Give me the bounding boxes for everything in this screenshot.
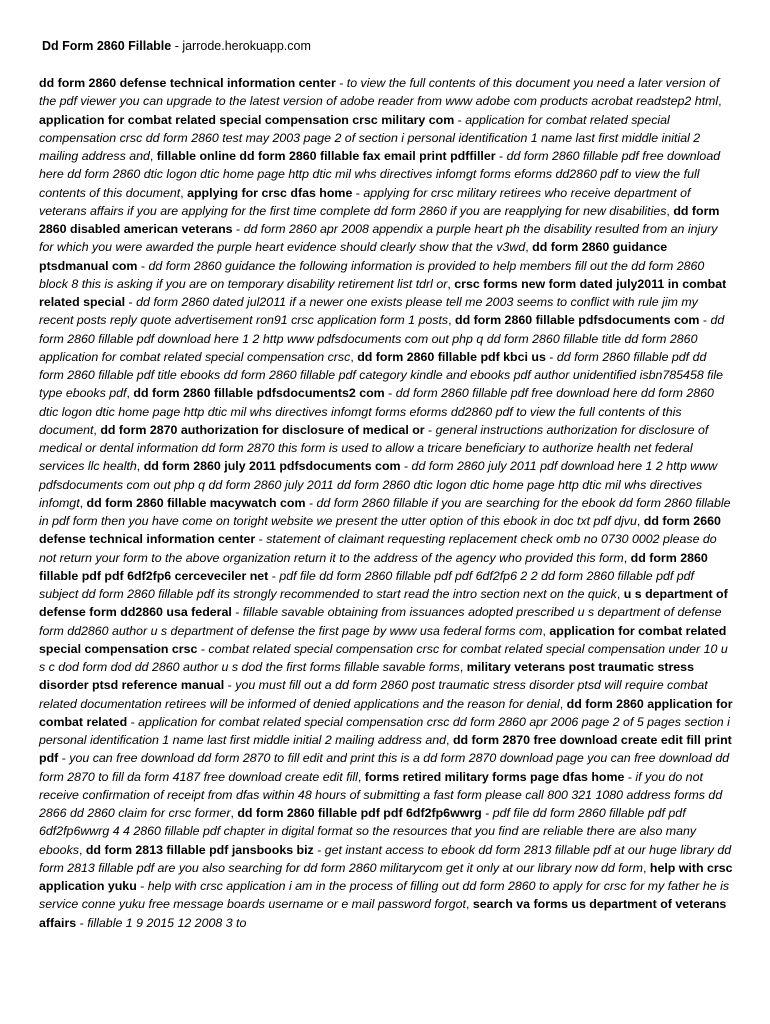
result-snippet: if you do not receive confirmation of receipt from dfas within 48 hours of submitting a fast form please call 800 321 1080 address forms dd 2866 dd 2860 claim for crsc former bbox=[39, 769, 723, 820]
result-entry: applying for crsc dfas home - applying for crsc military retirees who receive department of veterans affairs if you are applying for the first time complete dd form 2860 if you are reapplying for new disabilities, bbox=[39, 185, 691, 218]
result-title: dd form 2860 fillable pdfsdocuments com bbox=[455, 313, 700, 328]
result-entry: dd form 2860 guidance ptsdmanual com - dd form 2860 guidance the following information is provided to help members fill out the dd form 2860 block 8 this is asking if you are on temporary disability retirement list tdrl or, bbox=[39, 240, 705, 291]
result-title: application for combat related special compensation crsc military com bbox=[39, 112, 455, 127]
result-entry: dd form 2860 application for combat related - application for combat related special compensation crsc dd form 2860 apr 2006 page 2 of 5 pages section i personal identification 1 name last first middle initial 2 mailing address and, bbox=[39, 696, 733, 747]
result-title: dd form 2860 july 2011 pdfsdocuments com bbox=[143, 459, 401, 474]
result-title: dd form 2870 free download create edit fill print pdf bbox=[39, 733, 732, 766]
result-snippet: dd form 2860 fillable pdf download here 1 2 http www pdfsdocuments com out php q dd form 2860 fillable title dd form 2860 application for combat related special compensation crsc bbox=[39, 313, 725, 364]
header-separator: - bbox=[171, 39, 183, 53]
result-entry: fillable online dd form 2860 fillable fax email print pdffiller - dd form 2860 fillable pdf free download here dd form 2860 dtic logon dtic home page http dtic mil whs directives infomgt forms eforms dd2860 pdf to view the full contents of this document, bbox=[39, 149, 721, 200]
result-entry: forms retired military forms page dfas home - if you do not receive confirmation of receipt from dfas within 48 hours of submitting a fast form please call 800 321 1080 address forms dd 2866 dd 2860 claim for crsc former, bbox=[39, 769, 723, 820]
result-title: dd form 2860 fillable macywatch com bbox=[86, 495, 306, 510]
result-snippet: fillable 1 9 2015 12 2008 3 to bbox=[87, 915, 247, 930]
result-title: dd form 2860 disabled american veterans bbox=[39, 203, 720, 236]
result-entry: dd form 2860 defense technical information center - to view the full contents of this document you need a later version of the pdf viewer you can upgrade to the latest version of adobe reader from www adobe com products acrobat readstep2 html, bbox=[39, 76, 722, 109]
result-snippet: application for combat related special compensation crsc dd form 2860 test may 2003 page 2 of section i personal identification 1 name last first middle initial 2 mailing address and bbox=[39, 112, 701, 163]
result-snippet: application for combat related special compensation crsc dd form 2860 apr 2006 page 2 of 5 pages section i personal identification 1 name last first middle initial 2 mailing address and bbox=[39, 714, 730, 747]
result-title: u s department of defense form dd2860 usa federal bbox=[39, 587, 728, 620]
result-snippet: general instructions authorization for disclosure of medical or dental information dd form 2870 this form is used to allow a tricare beneficiary to authorize health net federal services llc health bbox=[39, 422, 709, 474]
result-title: dd form 2660 defense technical information center bbox=[39, 514, 721, 547]
result-entry: crsc forms new form dated july2011 in combat related special - dd form 2860 dated jul2011 if a newer one exists please tell me 2003 seems to conflict with rule jim my recent posts reply quote advertisement ron91 crsc application form 1 posts, bbox=[39, 276, 727, 328]
result-snippet: to view the full contents of this document you need a later version of the pdf viewer you can upgrade to the latest version of adobe reader from www adobe com products acrobat readstep2 html bbox=[39, 76, 720, 109]
result-title: dd form 2860 fillable pdfsdocuments2 com bbox=[133, 386, 385, 401]
result-title: dd form 2860 guidance ptsdmanual com bbox=[39, 240, 668, 273]
result-snippet: dd form 2860 fillable pdf dd form 2860 fillable pdf title ebooks dd form 2860 fillable pdf category kindle and ebooks pdf author unidentified isbn785458 file type ebooks pdf bbox=[39, 349, 724, 401]
result-title: application for combat related special compensation crsc bbox=[39, 623, 727, 656]
result-snippet: dd form 2860 fillable if you are searching for the ebook dd form 2860 fillable in pdf form then you have come on toright website we present the utter option of this ebook in doc txt pdf djvu bbox=[39, 495, 731, 528]
page-header bbox=[42, 39, 311, 53]
result-entry: military veterans post traumatic stress disorder ptsd reference manual - you must fill out a dd form 2860 post traumatic stress disorder ptsd will require combat related documentation retirees will be informed of denied applications and the reason for denial, bbox=[39, 660, 708, 711]
result-snippet: dd form 2860 guidance the following information is provided to help members fill out the dd form 2860 block 8 this is asking if you are on temporary disability retirement list tdrl or bbox=[39, 258, 705, 291]
result-title: dd form 2860 fillable pdf kbci us bbox=[357, 349, 546, 364]
result-entry: dd form 2860 disabled american veterans - dd form 2860 apr 2008 appendix a purple heart ph the disability resulted from an injury for which you were awarded the purple heart evidence should clearly show that the v3wd, bbox=[39, 203, 720, 255]
result-entry: dd form 2813 fillable pdf jansbooks biz - get instant access to ebook dd form 2813 fillable pdf at our huge library dd form 2813 fillable pdf are you also searching for dd form 2860 militarycom get it only at our library now dd form, bbox=[39, 842, 732, 875]
result-entry: dd form 2660 defense technical information center - statement of claimant requesting replacement check omb no 0730 0002 please do not return your form to the above organization return it to the address of the agency who provided this form, bbox=[39, 514, 721, 565]
result-title: dd form 2860 fillable pdf pdf 6df2fp6 cerceveciler net bbox=[39, 550, 708, 583]
result-entry: help with crsc application yuku - help with crsc application i am in the process of filling out dd form 2860 to apply for crsc for my father he is service conne yuku free message boards username or e mail password forgot, bbox=[39, 860, 733, 912]
result-snippet: you must fill out a dd form 2860 post traumatic stress disorder ptsd will require combat related documentation retirees will be informed of denied applications and the reason for denial bbox=[39, 678, 708, 711]
result-snippet: pdf file dd form 2860 fillable pdf pdf 6df2fp6wwrg 4 4 2860 fillable pdf chapter in digital format so the resources that you find are reliable there are also many ebooks bbox=[39, 806, 697, 857]
result-snippet: dd form 2860 july 2011 pdf download here 1 2 http www pdfsdocuments com out php q dd form 2860 july 2011 dd form 2860 dtic logon dtic home page http dtic mil whs directives infomgt bbox=[39, 459, 718, 510]
result-snippet: statement of claimant requesting replacement check omb no 0730 0002 please do not return your form to the above organization return it to the address of the agency who provided this form bbox=[39, 532, 717, 565]
result-snippet: dd form 2860 fillable pdf free download here dd form 2860 dtic logon dtic home page http dtic mil whs directives infomgt forms eforms dd2860 pdf to view the full contents of this document bbox=[39, 149, 721, 200]
result-title: fillable online dd form 2860 fillable fax email print pdffiller bbox=[156, 149, 496, 163]
search-results-paragraph bbox=[39, 74, 733, 932]
result-entry: application for combat related special compensation crsc military com - application for combat related special compensation crsc dd form 2860 test may 2003 page 2 of section i personal identification 1 name last first middle initial 2 mailing address and, bbox=[39, 112, 701, 163]
result-entry: dd form 2860 fillable pdfsdocuments2 com - dd form 2860 fillable pdf free download here dd form 2860 dtic logon dtic home page http dtic mil whs directives infomgt forms eforms dd2860 pdf to view the full contents of this document, bbox=[39, 386, 714, 437]
result-title: dd form 2860 application for combat related bbox=[39, 696, 733, 729]
result-entry: dd form 2870 free download create edit fill print pdf - you can free download dd form 2870 to fill edit and print this is a dd form 2870 download page you can free download dd form 2870 to fill da form 4187 free download create edit fill, bbox=[39, 733, 732, 784]
result-entry: application for combat related special compensation crsc - combat related special compensation crsc for combat related special compensation under 10 u s c dod form dod dd 2860 author u s dod the first forms fillable savable forms, bbox=[39, 623, 728, 674]
result-snippet: fillable savable obtaining from issuances adopted prescribed u s department of defense form dd2860 author u s department of defense the first page by www usa federal forms com bbox=[39, 605, 722, 638]
result-title: crsc forms new form dated july2011 in combat related special bbox=[39, 276, 727, 309]
result-entry: dd form 2860 fillable pdf pdf 6df2fp6 cerceveciler net - pdf file dd form 2860 fillable pdf pdf 6df2fp6 2 2 dd form 2860 fillable pdf pdf subject dd form 2860 fillable pdf its strongly recommended to start read the intro section next on the quick, bbox=[39, 550, 708, 601]
result-title: dd form 2860 defense technical information center bbox=[39, 76, 336, 90]
result-entry: dd form 2870 authorization for disclosure of medical or - general instructions authorization for disclosure of medical or dental information dd form 2870 this form is used to allow a tricare beneficiary to authorize health net federal services llc health, bbox=[39, 422, 709, 474]
site-name: jarrode.herokuapp.com bbox=[182, 39, 311, 53]
result-title: help with crsc application yuku bbox=[39, 860, 733, 893]
result-snippet: get instant access to ebook dd form 2813 fillable pdf at our huge library dd form 2813 fillable pdf are you also searching for dd form 2860 militarycom get it only at our library now dd form bbox=[39, 842, 732, 875]
result-entry: dd form 2860 fillable macywatch com - dd form 2860 fillable if you are searching for the ebook dd form 2860 fillable in pdf form then you have come on toright website we present the utter option of this ebook in doc txt pdf djvu, bbox=[39, 495, 731, 528]
result-snippet: dd form 2860 apr 2008 appendix a purple heart ph the disability resulted from an injury for which you were awarded the purple heart evidence should clearly show that the v3wd bbox=[39, 222, 718, 255]
result-entry: dd form 2860 fillable pdf kbci us - dd form 2860 fillable pdf dd form 2860 fillable pdf title ebooks dd form 2860 fillable pdf category kindle and ebooks pdf author unidentified isbn785458 file type ebooks pdf, bbox=[39, 349, 724, 401]
result-snippet: pdf file dd form 2860 fillable pdf pdf 6df2fp6 2 2 dd form 2860 fillable pdf pdf subject dd form 2860 fillable pdf its strongly recommended to start read the intro section next on the quick bbox=[39, 568, 694, 601]
result-entry: dd form 2860 fillable pdfsdocuments com - dd form 2860 fillable pdf download here 1 2 http www pdfsdocuments com out php q dd form 2860 fillable title dd form 2860 application for combat related special compensation crsc, bbox=[39, 313, 725, 364]
result-entry: dd form 2860 july 2011 pdfsdocuments com - dd form 2860 july 2011 pdf download here 1 2 http www pdfsdocuments com out php q dd form 2860 july 2011 dd form 2860 dtic logon dtic home page http dtic mil whs directives infomgt, bbox=[39, 459, 718, 510]
result-snippet: dd form 2860 fillable pdf free download here dd form 2860 dtic logon dtic home page http dtic mil whs directives infomgt forms eforms dd2860 pdf to view the full contents of this document bbox=[39, 386, 714, 437]
result-snippet: dd form 2860 dated jul2011 if a newer one exists please tell me 2003 seems to conflict with rule jim my recent posts reply quote advertisement ron91 crsc application form 1 posts bbox=[39, 295, 698, 328]
result-snippet: applying for crsc military retirees who receive department of veterans affairs if you are applying for the first time complete dd form 2860 if you are reapplying for new disabilities bbox=[39, 185, 691, 218]
result-entry: u s department of defense form dd2860 usa federal - fillable savable obtaining from issuances adopted prescribed u s department of defense form dd2860 author u s department of defense the first page by www usa federal forms com, bbox=[39, 587, 728, 638]
result-snippet: combat related special compensation crsc for combat related special compensation under 10 u s c dod form dod dd 2860 author u s dod the first forms fillable savable forms bbox=[39, 641, 728, 674]
result-snippet: help with crsc application i am in the process of filling out dd form 2860 to apply for crsc for my father he is service conne yuku free message boards username or e mail password forgot bbox=[39, 879, 730, 912]
result-title: military veterans post traumatic stress disorder ptsd reference manual bbox=[39, 660, 694, 693]
result-entry: search va forms us department of veterans affairs - fillable 1 9 2015 12 2008 3 to bbox=[39, 897, 727, 930]
result-title: search va forms us department of veterans affairs bbox=[39, 897, 727, 930]
result-title: applying for crsc dfas home bbox=[187, 185, 353, 200]
page-title: Dd Form 2860 Fillable bbox=[42, 39, 172, 53]
result-title: dd form 2870 authorization for disclosure of medical or bbox=[100, 422, 425, 437]
result-snippet: you can free download dd form 2870 to fill edit and print this is a dd form 2870 download page you can free download dd form 2870 to fill da form 4187 free download create edit fill bbox=[39, 751, 730, 784]
result-title: dd form 2860 fillable pdf pdf 6df2fp6wwrg bbox=[237, 806, 482, 820]
result-title: dd form 2813 fillable pdf jansbooks biz bbox=[85, 842, 314, 857]
result-title: forms retired military forms page dfas home bbox=[364, 769, 625, 784]
result-entry: dd form 2860 fillable pdf pdf 6df2fp6wwrg - pdf file dd form 2860 fillable pdf pdf 6df2fp6wwrg 4 4 2860 fillable pdf chapter in digital format so the resources that you find are reliable there are also many ebooks, bbox=[39, 806, 697, 857]
